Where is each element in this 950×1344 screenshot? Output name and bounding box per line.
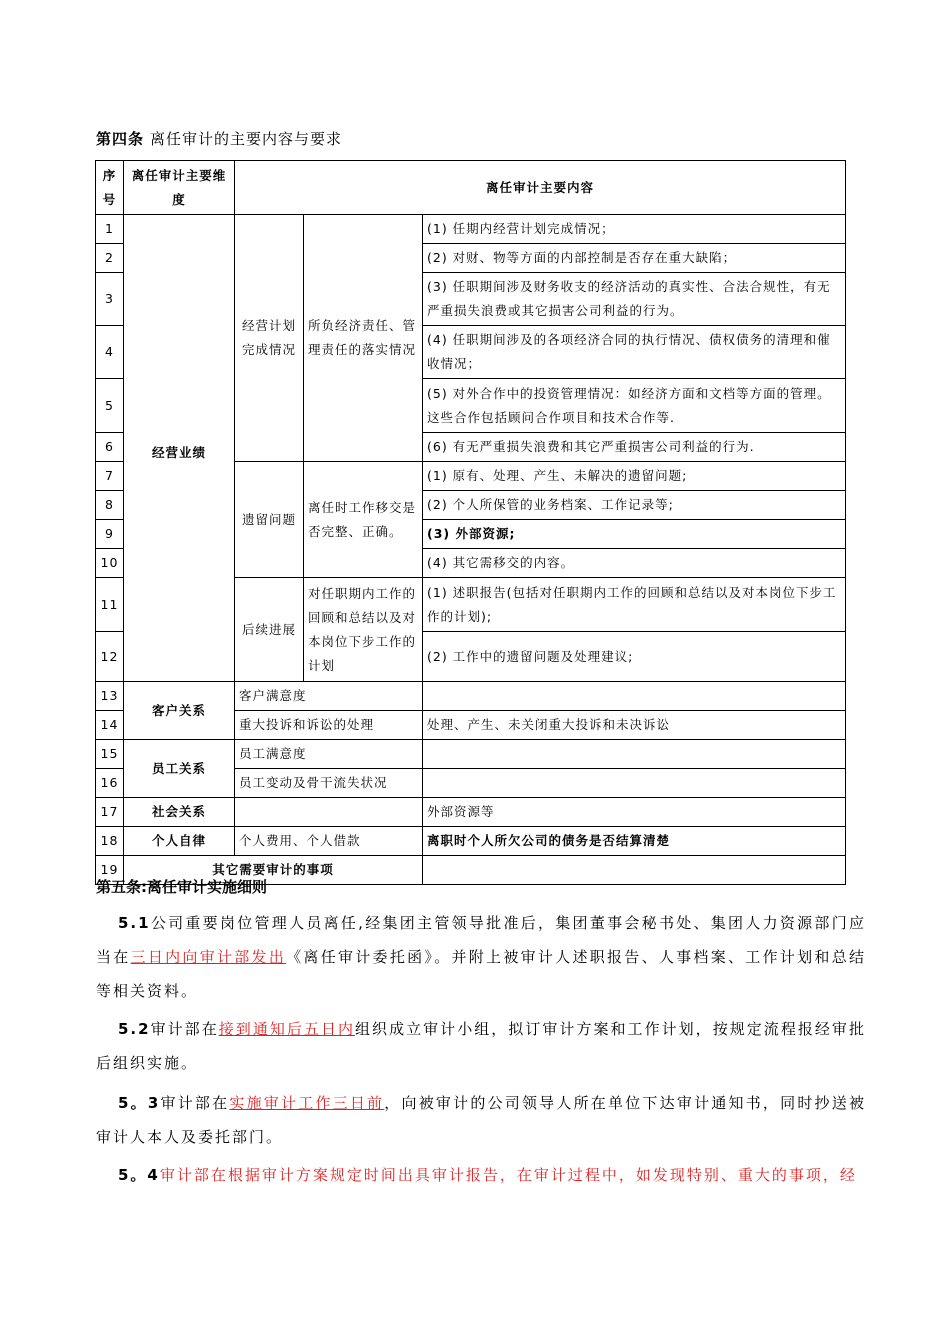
para-text: 《离任审计委托函》。并附上被审计人述职报告、人事档案、工作计划和总结等相关资料。 bbox=[96, 948, 866, 1000]
para-text: 组织成立审计小组，拟订审计方案和工作计划，按规定流程报经审批后组织实施。 bbox=[96, 1020, 866, 1072]
dimension-business: 经营业绩 bbox=[124, 215, 235, 682]
row-number: 16 bbox=[96, 769, 124, 798]
header-content: 离任审计主要内容 bbox=[235, 161, 846, 215]
article-5-heading: 第五条:离任审计实施细则 bbox=[96, 878, 267, 896]
table-header-row bbox=[96, 161, 846, 215]
content-cell: (4) 任职期间涉及的各项经济合同的执行情况、债权债务的清理和催收情况； bbox=[423, 326, 846, 379]
highlight-text: 审计部在根据审计方案规定时间出具审计报告，在审计过程中，如发现特别、重大的事项，经 bbox=[159, 1166, 857, 1184]
content-cell: (3) 外部资源; bbox=[423, 520, 846, 549]
content-cell bbox=[423, 769, 846, 798]
dimension-staff: 员工关系 bbox=[124, 740, 235, 798]
desc-followup-plan: 对任职期内工作的回顾和总结以及对本岗位下步工作的计划 bbox=[304, 578, 423, 682]
para-number: 5.1 bbox=[118, 914, 151, 932]
para-text: 审计部在 bbox=[160, 1094, 230, 1112]
highlight-deadline: 三日内向审计部发出 bbox=[130, 948, 287, 966]
row-number: 2 bbox=[96, 244, 124, 273]
para-text: ，向被审计的公司领导人所在单位下达审计通知书，同时抄送被审计人本人及委托部门。 bbox=[96, 1094, 866, 1146]
row-number: 4 bbox=[96, 326, 124, 379]
row-number: 9 bbox=[96, 520, 124, 549]
dimension-self: 个人自律 bbox=[124, 827, 235, 856]
sub-cell: 员工变动及骨干流失状况 bbox=[235, 769, 423, 798]
row-number: 3 bbox=[96, 273, 124, 326]
sub-cell: 个人费用、个人借款 bbox=[235, 827, 423, 856]
para-text: 审计部在 bbox=[150, 1020, 219, 1038]
content-cell: (1) 述职报告(包括对任职期内工作的回顾和总结以及对本岗位下步工作的计划); bbox=[423, 578, 846, 632]
paragraph-5-3 bbox=[96, 1086, 866, 1154]
sub-cell: 员工满意度 bbox=[235, 740, 423, 769]
audit-content-table bbox=[95, 160, 846, 885]
sub-plan-completion: 经营计划完成情况 bbox=[235, 215, 304, 462]
article-4-heading bbox=[96, 128, 342, 149]
para-text: 公司重要岗位管理人员离任,经集团主管领导批准后，集团董事会秘书处、集团人力资源部门应当在 bbox=[96, 914, 866, 966]
row-number: 17 bbox=[96, 798, 124, 827]
row-number: 10 bbox=[96, 549, 124, 578]
sub-cell: 重大投诉和诉讼的处理 bbox=[235, 711, 423, 740]
content-cell bbox=[423, 856, 846, 885]
content-cell: 处理、产生、未关闭重大投诉和未决诉讼 bbox=[423, 711, 846, 740]
header-dimension: 离任审计主要维度 bbox=[124, 161, 235, 215]
highlight-deadline: 实施审计工作三日前 bbox=[229, 1094, 385, 1112]
row-number: 11 bbox=[96, 578, 124, 632]
row-number: 7 bbox=[96, 462, 124, 491]
highlight-deadline: 接到通知后五日内 bbox=[218, 1020, 356, 1038]
content-cell: (2) 对财、物等方面的内部控制是否存在重大缺陷； bbox=[423, 244, 846, 273]
content-cell bbox=[423, 682, 846, 711]
row-number: 6 bbox=[96, 433, 124, 462]
row-number: 15 bbox=[96, 740, 124, 769]
sub-followup: 后续进展 bbox=[235, 578, 304, 682]
content-cell: (4) 其它需移交的内容。 bbox=[423, 549, 846, 578]
content-cell: (6) 有无严重损失浪费和其它严重损害公司利益的行为. bbox=[423, 433, 846, 462]
content-cell: 外部资源等 bbox=[423, 798, 846, 827]
content-cell: 离职时个人所欠公司的债务是否结算清楚 bbox=[423, 827, 846, 856]
dimension-other: 其它需要审计的事项 bbox=[124, 856, 423, 885]
content-cell: (2) 个人所保管的业务档案、工作记录等; bbox=[423, 491, 846, 520]
sub-cell: 客户满意度 bbox=[235, 682, 423, 711]
table-row bbox=[96, 798, 846, 827]
content-cell bbox=[423, 740, 846, 769]
article-4-title: 离任审计的主要内容与要求 bbox=[150, 130, 343, 148]
row-number: 18 bbox=[96, 827, 124, 856]
paragraph-5-1 bbox=[96, 906, 866, 1008]
article-4-label: 第四条 bbox=[96, 130, 145, 148]
row-number: 8 bbox=[96, 491, 124, 520]
sub-cell bbox=[235, 798, 423, 827]
dimension-customer: 客户关系 bbox=[124, 682, 235, 740]
content-cell: (1) 原有、处理、产生、未解决的遗留问题; bbox=[423, 462, 846, 491]
row-number: 5 bbox=[96, 379, 124, 433]
row-number: 19 bbox=[96, 856, 124, 885]
table-row bbox=[96, 827, 846, 856]
content-cell: (2) 工作中的遗留问题及处理建议; bbox=[423, 632, 846, 682]
content-cell: (5) 对外合作中的投资管理情况：如经济方面和文档等方面的管理。这些合作包括顾问合作项目和技术合作等. bbox=[423, 379, 846, 433]
content-cell: (1) 任期内经营计划完成情况； bbox=[423, 215, 846, 244]
para-number: 5。4 bbox=[118, 1166, 160, 1184]
header-seq: 序号 bbox=[96, 161, 124, 215]
sub-legacy-issues: 遗留问题 bbox=[235, 462, 304, 578]
row-number: 14 bbox=[96, 711, 124, 740]
row-number: 1 bbox=[96, 215, 124, 244]
desc-plan-responsibility: 所负经济责任、管理责任的落实情况 bbox=[304, 215, 423, 462]
row-number: 12 bbox=[96, 632, 124, 682]
table-row bbox=[96, 215, 846, 244]
dimension-social: 社会关系 bbox=[124, 798, 235, 827]
row-number: 13 bbox=[96, 682, 124, 711]
desc-legacy-handover: 离任时工作移交是否完整、正确。 bbox=[304, 462, 423, 578]
para-number: 5。3 bbox=[118, 1094, 161, 1112]
content-cell: (3) 任职期间涉及财务收支的经济活动的真实性、合法合规性，有无严重损失浪费或其它损害公司利益的行为。 bbox=[423, 273, 846, 326]
paragraph-5-4 bbox=[96, 1158, 866, 1192]
para-number: 5.2 bbox=[118, 1020, 151, 1038]
table-row bbox=[96, 682, 846, 711]
paragraph-5-2 bbox=[96, 1012, 866, 1080]
table-row bbox=[96, 740, 846, 769]
